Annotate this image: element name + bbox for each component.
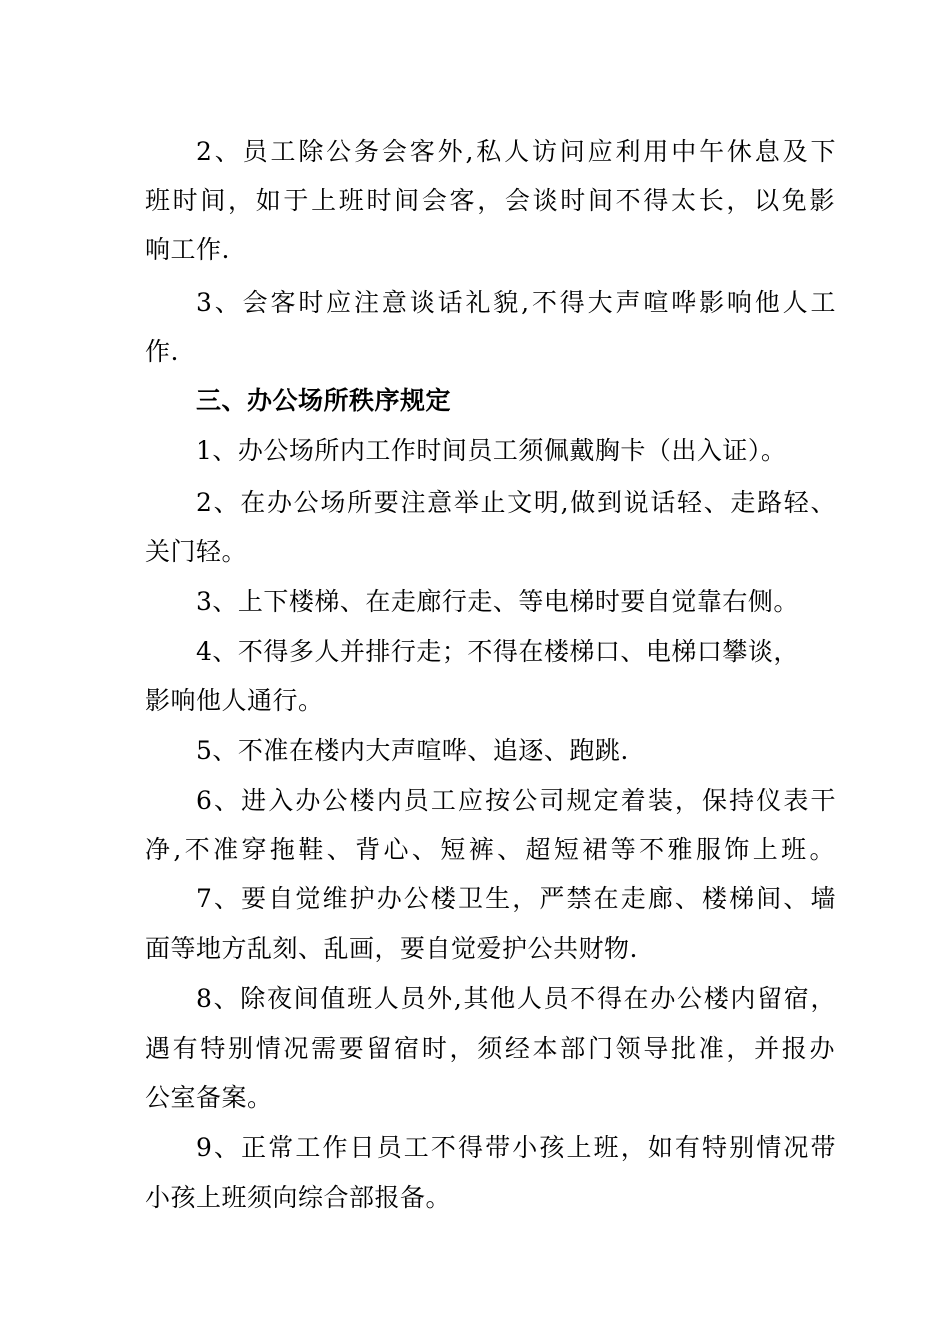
paragraph-line: 2、员工除公务会客外,私人访问应利用中午休息及下 — [196, 137, 836, 166]
paragraph-line: 关门轻。 — [145, 537, 248, 566]
paragraph-line: 9、正常工作日员工不得带小孩上班，如有特别情况带 — [196, 1133, 836, 1162]
paragraph-line: 作. — [145, 337, 179, 366]
paragraph-line: 3、会客时应注意谈话礼貌,不得大声喧哗影响他人工 — [196, 288, 836, 317]
paragraph-line: 6、进入办公楼内员工应按公司规定着装，保持仪表干 — [196, 786, 836, 815]
paragraph-line: 班时间，如于上班时间会客，会谈时间不得太长，以免影 — [145, 186, 835, 215]
section-heading: 三、办公场所秩序规定 — [196, 386, 452, 415]
paragraph-line: 4、不得多人并排行走；不得在楼梯口、电梯口攀谈， — [196, 637, 799, 666]
paragraph-line: 面等地方乱刻、乱画，要自觉爱护公共财物. — [145, 934, 638, 963]
paragraph-line: 7、要自觉维护办公楼卫生，严禁在走廊、楼梯间、墙 — [196, 884, 836, 913]
paragraph-line: 遇有特别情况需要留宿时，须经本部门领导批准，并报办 — [145, 1034, 835, 1063]
paragraph-line: 小孩上班须向综合部报备。 — [145, 1183, 452, 1212]
paragraph-line: 2、在办公场所要注意举止文明,做到说话轻、走路轻、 — [196, 488, 836, 517]
paragraph-line: 5、不准在楼内大声喧哗、追逐、跑跳. — [196, 736, 629, 765]
paragraph-line: 公室备案。 — [145, 1083, 273, 1112]
paragraph-line: 3、上下楼梯、在走廊行走、等电梯时要自觉靠右侧。 — [196, 587, 799, 616]
paragraph-line: 8、除夜间值班人员外,其他人员不得在办公楼内留宿， — [196, 984, 836, 1013]
paragraph-line: 1、办公场所内工作时间员工须佩戴胸卡（出入证）。 — [196, 436, 787, 465]
paragraph-line: 净,不准穿拖鞋、背心、短裤、超短裙等不雅服饰上班。 — [145, 835, 835, 864]
paragraph-line: 响工作. — [145, 235, 230, 264]
paragraph-line: 影响他人通行。 — [145, 686, 324, 715]
